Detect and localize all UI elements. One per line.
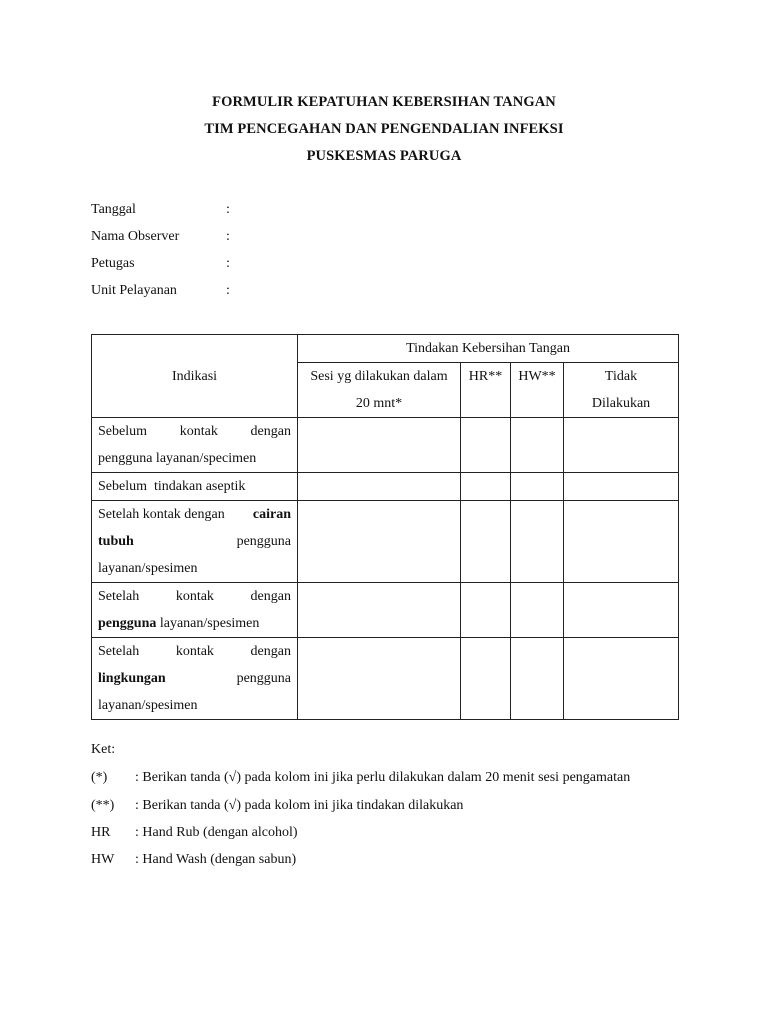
note-key: (**): [91, 798, 115, 813]
header-hw: HW**: [511, 363, 564, 418]
team-title: TIM PENCEGAHAN DAN PENGENDALIAN INFEKSI: [204, 121, 564, 137]
word: Sebelum: [98, 424, 147, 439]
field-label-observer: Nama Observer: [91, 229, 180, 244]
note-key: HR: [91, 825, 111, 840]
cell-hw[interactable]: [511, 638, 564, 720]
cell-sesi[interactable]: [298, 583, 461, 638]
cell-hr[interactable]: [461, 501, 511, 583]
text-run: layanan/spesimen: [156, 616, 260, 631]
field-label-unit: Unit Pelayanan: [91, 283, 177, 298]
text-run: pengguna: [236, 534, 291, 549]
cell-sesi[interactable]: [298, 638, 461, 720]
field-label-petugas: Petugas: [91, 256, 135, 271]
note-text: : Berikan tanda (√) pada kolom ini jika tindakan dilakukan: [135, 798, 464, 813]
field-colon-tanggal[interactable]: :: [226, 202, 230, 217]
cell-sesi[interactable]: [298, 418, 461, 473]
indikasi-line: layanan/spesimen: [98, 561, 198, 576]
form-title: FORMULIR KEPATUHAN KEBERSIHAN TANGAN: [212, 94, 556, 110]
word: kontak: [179, 424, 218, 439]
indikasi-cell: [92, 638, 298, 720]
cell-sesi[interactable]: [298, 501, 461, 583]
cell-tidak[interactable]: [564, 473, 679, 501]
institution-title: PUSKESMAS PARUGA: [306, 148, 462, 164]
text-run: pengguna: [236, 671, 291, 686]
cell-tidak[interactable]: [564, 501, 679, 583]
word: kontak: [175, 644, 214, 659]
cell-hw[interactable]: [511, 583, 564, 638]
text-run: Setelah kontak dengan: [98, 507, 229, 522]
indikasi-cell: [92, 501, 298, 583]
table-row: [92, 638, 679, 720]
cell-tidak[interactable]: [564, 638, 679, 720]
bold-text: pengguna: [98, 616, 157, 631]
bold-text: cairan: [252, 507, 291, 522]
indikasi-line: pengguna layanan/specimen: [98, 451, 257, 466]
indikasi-line: [98, 665, 291, 692]
note-text: : Hand Rub (dengan alcohol): [135, 825, 298, 840]
cell-hw[interactable]: [511, 501, 564, 583]
cell-hr[interactable]: [461, 583, 511, 638]
indikasi-cell: [92, 583, 298, 638]
indikasi-line: [98, 528, 291, 555]
field-label-tanggal: Tanggal: [91, 202, 136, 217]
note-text: : Berikan tanda (√) pada kolom ini jika perlu dilakukan dalam 20 menit sesi pengamatan: [135, 770, 631, 785]
field-colon-unit[interactable]: :: [226, 283, 230, 298]
header-tidak-line2: Dilakukan: [591, 396, 651, 411]
indikasi-cell: [92, 473, 298, 501]
header-tidak-line1: Tidak: [604, 369, 638, 384]
cell-hr[interactable]: [461, 638, 511, 720]
header-tindakan-group: Tindakan Kebersihan Tangan: [298, 335, 679, 363]
indikasi-line: [98, 501, 291, 528]
header-sesi-line1: Sesi yg dilakukan dalam: [310, 369, 448, 384]
indikasi-line: layanan/spesimen: [98, 698, 198, 713]
word: dengan: [250, 424, 291, 439]
indikasi-line: [98, 418, 291, 445]
field-colon-observer[interactable]: :: [226, 229, 230, 244]
notes-title: Ket:: [91, 742, 116, 757]
table-row: [92, 501, 679, 583]
compliance-table: [91, 334, 679, 720]
cell-tidak[interactable]: [564, 418, 679, 473]
indikasi-line: Sebelum tindakan aseptik: [98, 479, 246, 494]
header-sesi: [298, 363, 461, 418]
word: dengan: [250, 644, 291, 659]
bold-text: tubuh: [98, 534, 134, 549]
header-tidak-dilakukan: [564, 363, 679, 418]
word: dengan: [250, 589, 291, 604]
indikasi-cell: [92, 418, 298, 473]
header-indikasi: Indikasi: [92, 335, 298, 418]
cell-hr[interactable]: [461, 473, 511, 501]
cell-hr[interactable]: [461, 418, 511, 473]
table-row: [92, 583, 679, 638]
note-key: (*): [91, 770, 108, 785]
note-text: : Hand Wash (dengan sabun): [135, 852, 297, 867]
note-key: HW: [91, 852, 115, 867]
header-hr: HR**: [461, 363, 511, 418]
field-colon-petugas[interactable]: :: [226, 256, 230, 271]
cell-tidak[interactable]: [564, 583, 679, 638]
table-row: [92, 473, 679, 501]
word: Setelah: [98, 644, 140, 659]
indikasi-line: [98, 638, 291, 665]
bold-text: lingkungan: [98, 671, 166, 686]
cell-sesi[interactable]: [298, 473, 461, 501]
word: Setelah: [98, 589, 140, 604]
cell-hw[interactable]: [511, 418, 564, 473]
indikasi-line: [98, 583, 291, 610]
cell-hw[interactable]: [511, 473, 564, 501]
word: kontak: [175, 589, 214, 604]
header-sesi-line2: 20 mnt*: [355, 396, 403, 411]
table-row: [92, 418, 679, 473]
indikasi-line: [98, 610, 291, 637]
